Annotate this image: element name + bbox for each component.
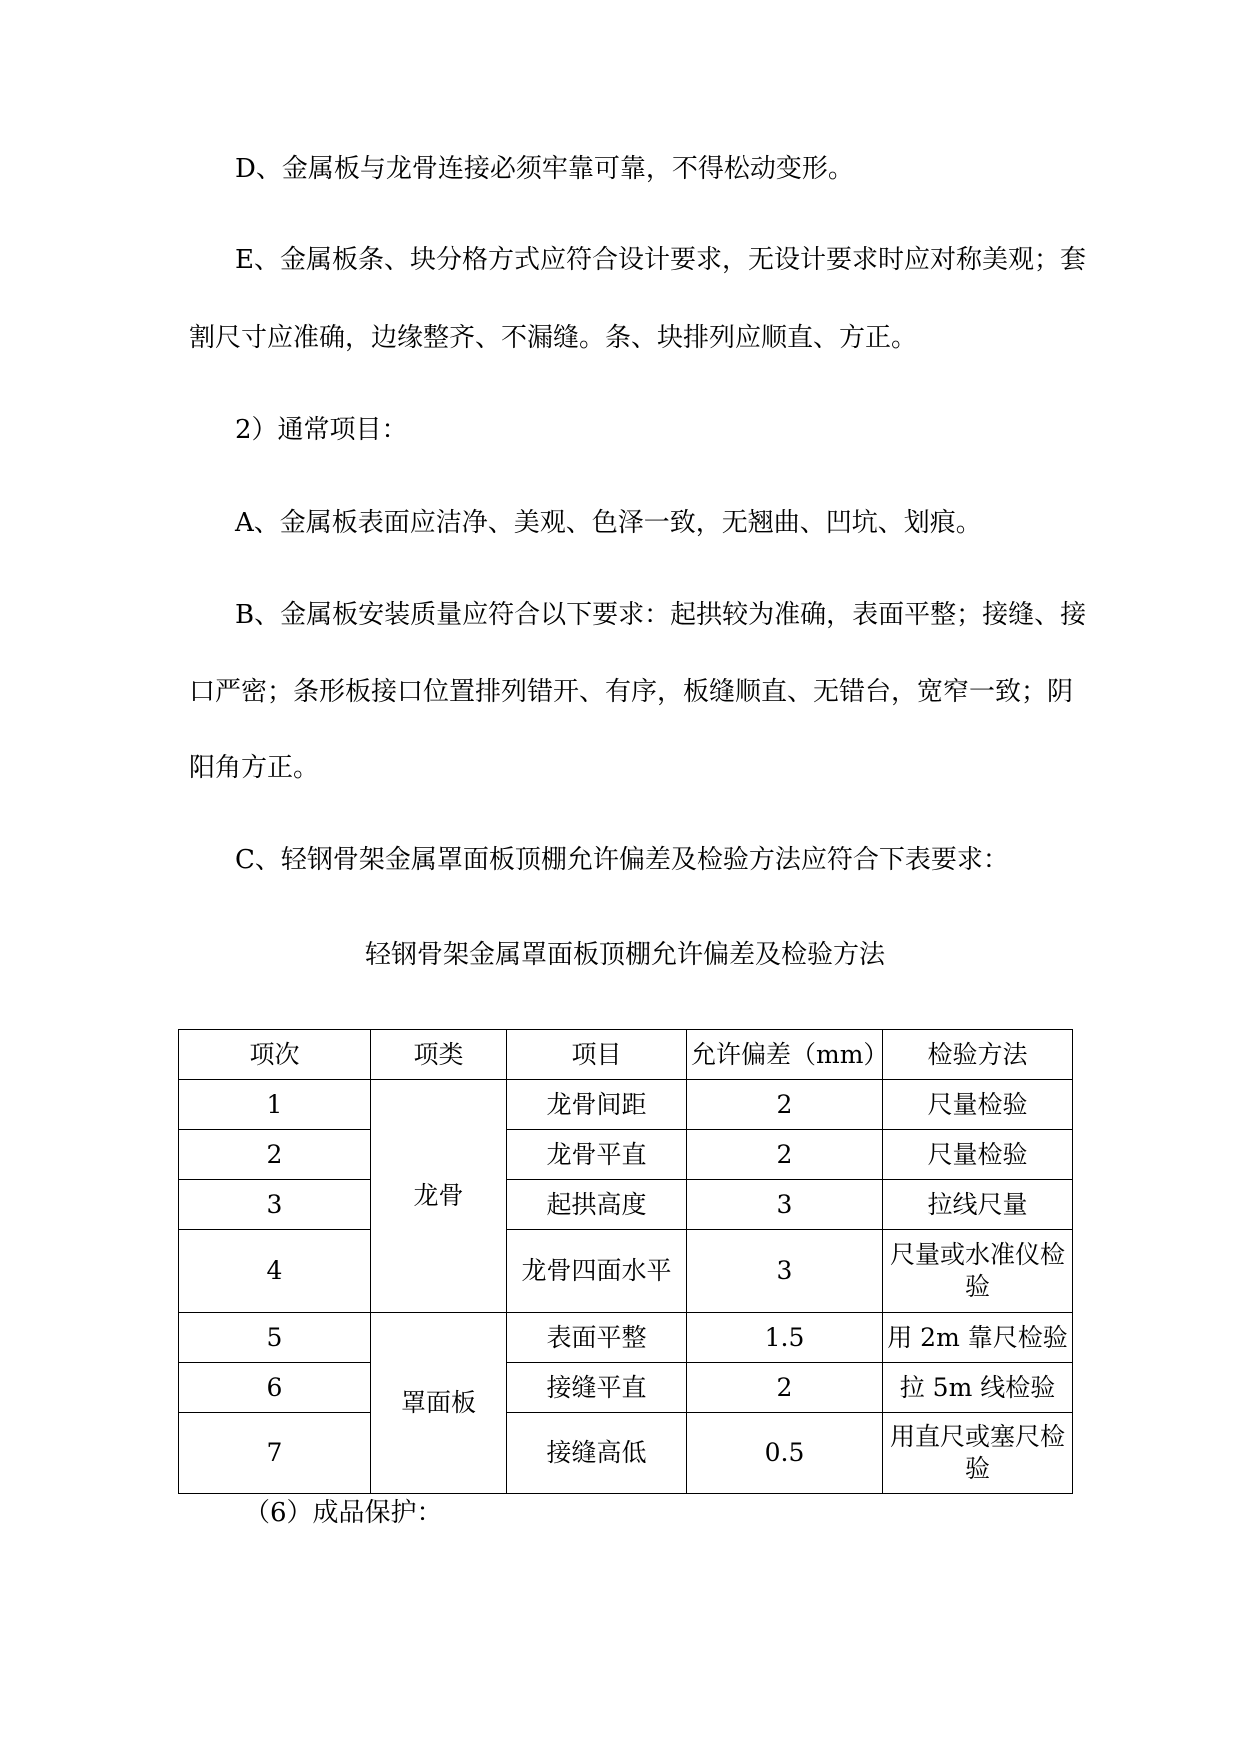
section-finished-protection: （6）成品保护： (244, 1498, 443, 1528)
table-row (179, 1230, 1073, 1313)
cell-no: 3 (179, 1180, 371, 1230)
paragraph-d-item: D、金属板与龙骨连接必须牢靠可靠，不得松动变形。 (235, 154, 854, 184)
cell-method: 拉线尺量 (883, 1180, 1073, 1230)
table-header-row (179, 1030, 1073, 1080)
cell-item: 表面平整 (507, 1313, 687, 1363)
cell-method: 尺量检验 (883, 1080, 1073, 1130)
tolerance-table (178, 1029, 1073, 1494)
cell-item: 接缝平直 (507, 1363, 687, 1413)
cell-method: 尺量或水准仪检验 (883, 1230, 1073, 1313)
header-category: 项类 (371, 1030, 507, 1080)
cell-method: 用直尺或塞尺检验 (883, 1413, 1073, 1494)
cell-tolerance: 3 (687, 1180, 883, 1230)
paragraph-c-item: C、轻钢骨架金属罩面板顶棚允许偏差及检验方法应符合下表要求： (235, 845, 1009, 875)
cell-method: 拉 5m 线检验 (883, 1363, 1073, 1413)
cell-category-panel: 罩面板 (371, 1313, 507, 1494)
cell-tolerance: 1.5 (687, 1313, 883, 1363)
cell-tolerance: 0.5 (687, 1413, 883, 1494)
header-method: 检验方法 (883, 1030, 1073, 1080)
paragraph-a-item: A、金属板表面应洁净、美观、色泽一致，无翘曲、凹坑、划痕。 (235, 508, 982, 538)
table-row (179, 1080, 1073, 1130)
cell-no: 2 (179, 1130, 371, 1180)
cell-tolerance: 2 (687, 1080, 883, 1130)
paragraph-e-item-line1: E、金属板条、块分格方式应符合设计要求，无设计要求时应对称美观；套 (235, 245, 1086, 275)
table-row (179, 1180, 1073, 1230)
table-row (179, 1363, 1073, 1413)
paragraph-b-item-line1: B、金属板安装质量应符合以下要求：起拱较为准确，表面平整；接缝、接 (235, 600, 1087, 630)
cell-item: 龙骨间距 (507, 1080, 687, 1130)
cell-tolerance: 3 (687, 1230, 883, 1313)
general-items-heading: 2）通常项目： (235, 415, 408, 445)
cell-no: 7 (179, 1413, 371, 1494)
table-row (179, 1413, 1073, 1494)
paragraph-b-item-line3: 阳角方正。 (189, 753, 320, 783)
cell-no: 5 (179, 1313, 371, 1363)
cell-no: 4 (179, 1230, 371, 1313)
table-row (179, 1130, 1073, 1180)
cell-item: 龙骨四面水平 (507, 1230, 687, 1313)
header-no: 项次 (179, 1030, 371, 1080)
paragraph-b-item-line2: 口严密；条形板接口位置排列错开、有序，板缝顺直、无错台，宽窄一致；阴 (189, 677, 1074, 707)
cell-method: 尺量检验 (883, 1130, 1073, 1180)
paragraph-e-item-line2: 割尺寸应准确，边缘整齐、不漏缝。条、块排列应顺直、方正。 (189, 323, 918, 353)
header-item: 项目 (507, 1030, 687, 1080)
cell-item: 起拱高度 (507, 1180, 687, 1230)
cell-category-keel: 龙骨 (371, 1080, 507, 1313)
cell-item: 接缝高低 (507, 1413, 687, 1494)
cell-tolerance: 2 (687, 1363, 883, 1413)
cell-tolerance: 2 (687, 1130, 883, 1180)
table-row (179, 1313, 1073, 1363)
cell-item: 龙骨平直 (507, 1130, 687, 1180)
header-tolerance: 允许偏差（mm） (687, 1030, 883, 1080)
cell-no: 1 (179, 1080, 371, 1130)
cell-method: 用 2m 靠尺检验 (883, 1313, 1073, 1363)
cell-no: 6 (179, 1363, 371, 1413)
table-caption: 轻钢骨架金属罩面板顶棚允许偏差及检验方法 (364, 940, 885, 970)
